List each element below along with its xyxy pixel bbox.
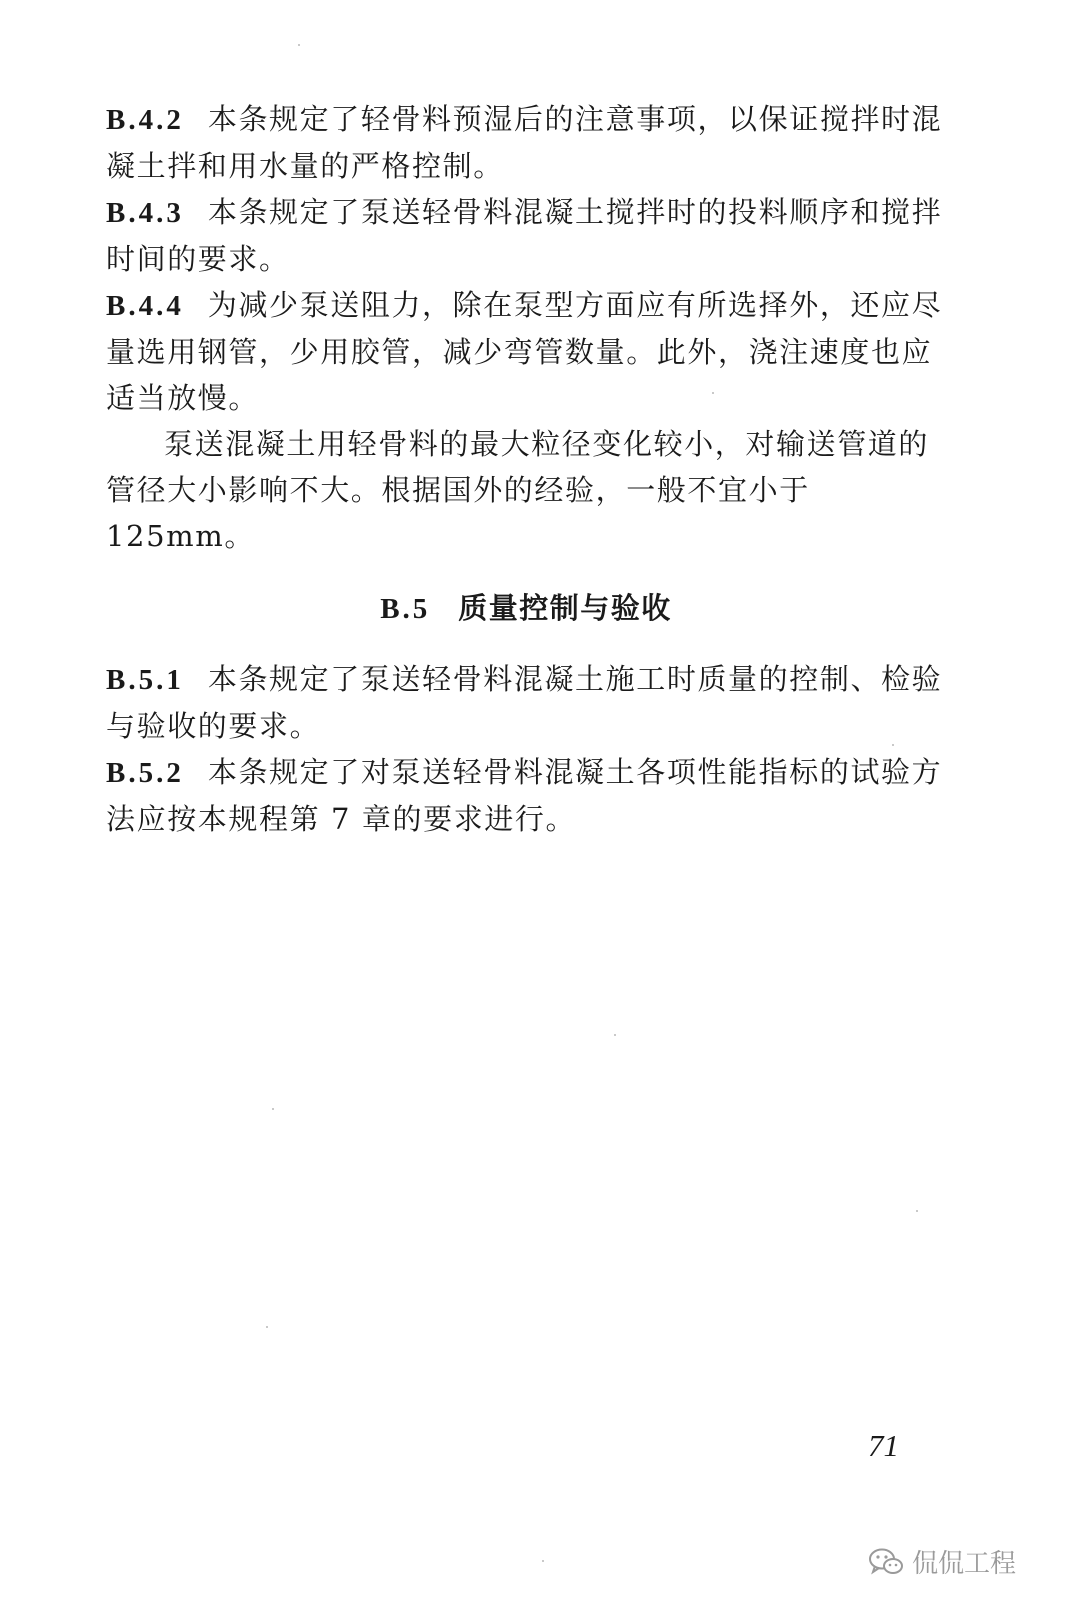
clause-text: 本条规定了泵送轻骨料混凝土搅拌时的投料顺序和搅拌时间的要求。: [106, 195, 943, 276]
section-number: B.5: [380, 593, 431, 625]
scan-speck: [712, 392, 714, 394]
scan-speck: [298, 44, 300, 46]
clause-text: 本条规定了对泵送轻骨料混凝土各项性能指标的试验方法应按本规程第 7 章的要求进行。: [106, 755, 943, 836]
scan-speck: [542, 1560, 544, 1562]
scan-speck: [916, 1210, 918, 1212]
clause-text: 为减少泵送阻力，除在泵型方面应有所选择外，还应尽量选用钢管，少用胶管，减少弯管数量。此外，浇注速度也应适当放慢。: [106, 288, 943, 415]
wechat-icon: [868, 1547, 904, 1577]
clause-number: B.4.3: [106, 197, 184, 229]
scan-speck: [266, 1326, 268, 1328]
clause-b-4-4: [106, 282, 946, 421]
scan-speck: [272, 1108, 274, 1110]
clause-text: 本条规定了泵送轻骨料混凝土施工时质量的控制、检验与验收的要求。: [106, 662, 943, 743]
clause-number: B.5.2: [106, 757, 184, 789]
clause-b-5-1: [106, 656, 946, 749]
clause-number: B.5.1: [106, 664, 184, 696]
clause-b-4-2: [106, 96, 946, 189]
scan-speck: [892, 744, 894, 746]
clause-number: B.4.2: [106, 104, 184, 136]
clause-text: 本条规定了轻骨料预湿后的注意事项，以保证搅拌时混凝土拌和用水量的严格控制。: [106, 102, 943, 183]
scan-speck: [614, 1034, 616, 1036]
watermark-text: 侃侃工程: [912, 1549, 1017, 1579]
clause-number: B.4.4: [106, 290, 184, 322]
page-content: [106, 96, 946, 842]
section-title: 质量控制与验收: [458, 591, 672, 625]
clause-b-4-3: [106, 189, 946, 282]
section-heading: [106, 585, 946, 632]
page-number: 71: [868, 1428, 899, 1463]
watermark: [868, 1543, 1016, 1580]
clause-b-5-2: [106, 749, 946, 842]
clause-b-4-4-note: 泵送混凝土用轻骨料的最大粒径变化较小，对输送管道的管径大小影响不大。根据国外的经验，一般不宜小于 125mm。: [106, 427, 930, 553]
